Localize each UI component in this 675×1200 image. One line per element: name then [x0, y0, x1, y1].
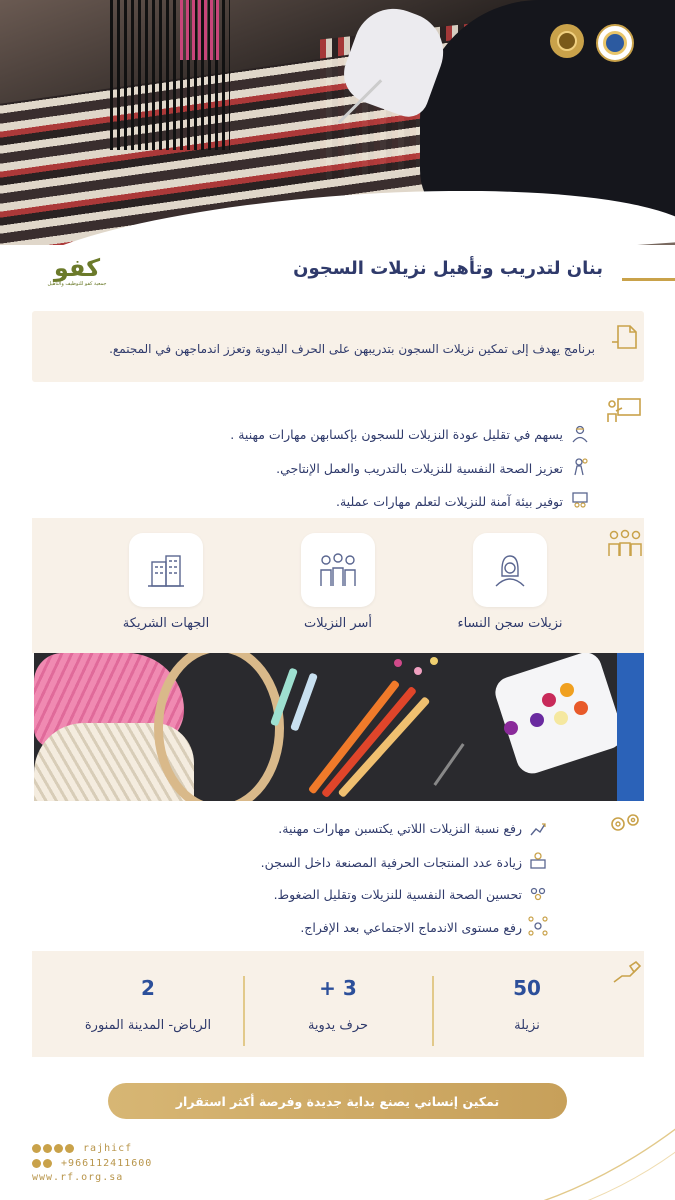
stat-value-3: 2: [141, 976, 155, 1000]
person-thinking-icon: [570, 457, 590, 477]
people-group-icon: [606, 528, 644, 558]
website-link[interactable]: www.rf.org.sa: [32, 1172, 124, 1183]
kafo-logo-caption: جمعية كفو للتوظيف والتأهيل: [47, 281, 107, 287]
growth-icon: [528, 818, 548, 838]
craft-supplies-photo: [34, 653, 644, 801]
slogan-text: تمكين إنساني يصنع بداية جديدة وفرصة أكثر استقرار: [175, 1093, 500, 1109]
facebook-icon[interactable]: [65, 1144, 74, 1153]
intro-text: برنامج يهدف إلى تمكين نزيلات السجون بتدريبهن على الحرف اليدوية وتعزز اندماجهن في المجتمع.: [109, 342, 595, 356]
stat-divider-1: [432, 976, 434, 1046]
group-icon: [528, 884, 548, 904]
whatsapp-icon: [43, 1159, 52, 1168]
phone-number[interactable]: +966112411600: [61, 1158, 153, 1169]
classroom-icon: [570, 490, 590, 510]
outcome-icon-3: [528, 884, 548, 908]
youtube-icon[interactable]: [43, 1144, 52, 1153]
products-icon: [528, 851, 548, 871]
twitter-icon[interactable]: [54, 1144, 63, 1153]
outcome-icon-4: [528, 916, 548, 940]
outcome-item-2: زيادة عدد المنتجات الحرفية المصنعة داخل السجن.: [260, 855, 522, 870]
worker-icon: [570, 424, 590, 444]
outcome-item-4: رفع مستوى الاندماج الاجتماعي بعد الإفراج.: [300, 920, 522, 935]
beneficiary-card-3: [129, 533, 203, 607]
beneficiary-card-2: [301, 533, 375, 607]
beneficiary-card-1: [473, 533, 547, 607]
hand-giving-icon: [610, 958, 644, 992]
social-handle[interactable]: rajhicf: [83, 1143, 133, 1154]
goal-item-1: يسهم في تقليل عودة النزيلات للسجون بإكسابهن مهارات مهنية .: [230, 427, 563, 442]
network-icon: [528, 916, 548, 936]
outcome-icon-2: [528, 851, 548, 875]
document-edit-icon: [610, 320, 644, 354]
stat-label-3: الرياض- المدينة المنورة: [84, 1018, 212, 1033]
emblem-logo: [550, 24, 584, 58]
phone-row: [32, 1158, 152, 1169]
woman-icon: [490, 550, 530, 590]
stat-value-2: + 3: [319, 976, 357, 1000]
gears-icon: [606, 810, 644, 838]
phone-icon: [32, 1159, 41, 1168]
goal-icon-2: [570, 457, 590, 481]
page-title: بنان لتدريب وتأهيل نزيلات السجون: [293, 258, 603, 279]
kafo-logo-text: كفو: [53, 254, 101, 282]
goal-icon-3: [570, 490, 590, 514]
goal-item-2: تعزيز الصحة النفسية للنزيلات بالتدريب والعمل الإنتاجي.: [276, 461, 563, 476]
buildings-icon: [144, 550, 188, 590]
stats-panel: [32, 951, 644, 1057]
beneficiary-label-3: الجهات الشريكة: [122, 616, 210, 631]
presentation-board-icon: [606, 396, 644, 424]
social-row: [32, 1143, 132, 1154]
instagram-icon[interactable]: [32, 1144, 41, 1153]
title-accent-line: [622, 278, 675, 281]
outcome-icon-1: [528, 818, 548, 842]
outcome-item-3: تحسين الصحة النفسية للنزيلات وتقليل الضغوط.: [273, 887, 522, 902]
family-icon: [316, 550, 360, 590]
stat-label-1: نزيلة: [514, 1018, 540, 1033]
goal-icon-1: [570, 424, 590, 448]
stat-label-2: حرف يدوية: [307, 1018, 369, 1033]
kafo-logo: [42, 255, 112, 300]
outcome-item-1: رفع نسبة النزيلات اللاتي يكتسبن مهارات مهنية.: [278, 821, 522, 836]
beneficiary-label-2: أسر النزيلات: [303, 616, 373, 631]
stat-value-1: 50: [513, 976, 541, 1000]
goal-item-3: توفير بيئة آمنة للنزيلات لتعلم مهارات عملية.: [336, 494, 563, 509]
stat-divider-2: [243, 976, 245, 1046]
foundation-logo: [596, 24, 634, 62]
beneficiary-label-1: نزيلات سجن النساء: [457, 616, 563, 631]
decorative-swoosh: [470, 1110, 675, 1200]
